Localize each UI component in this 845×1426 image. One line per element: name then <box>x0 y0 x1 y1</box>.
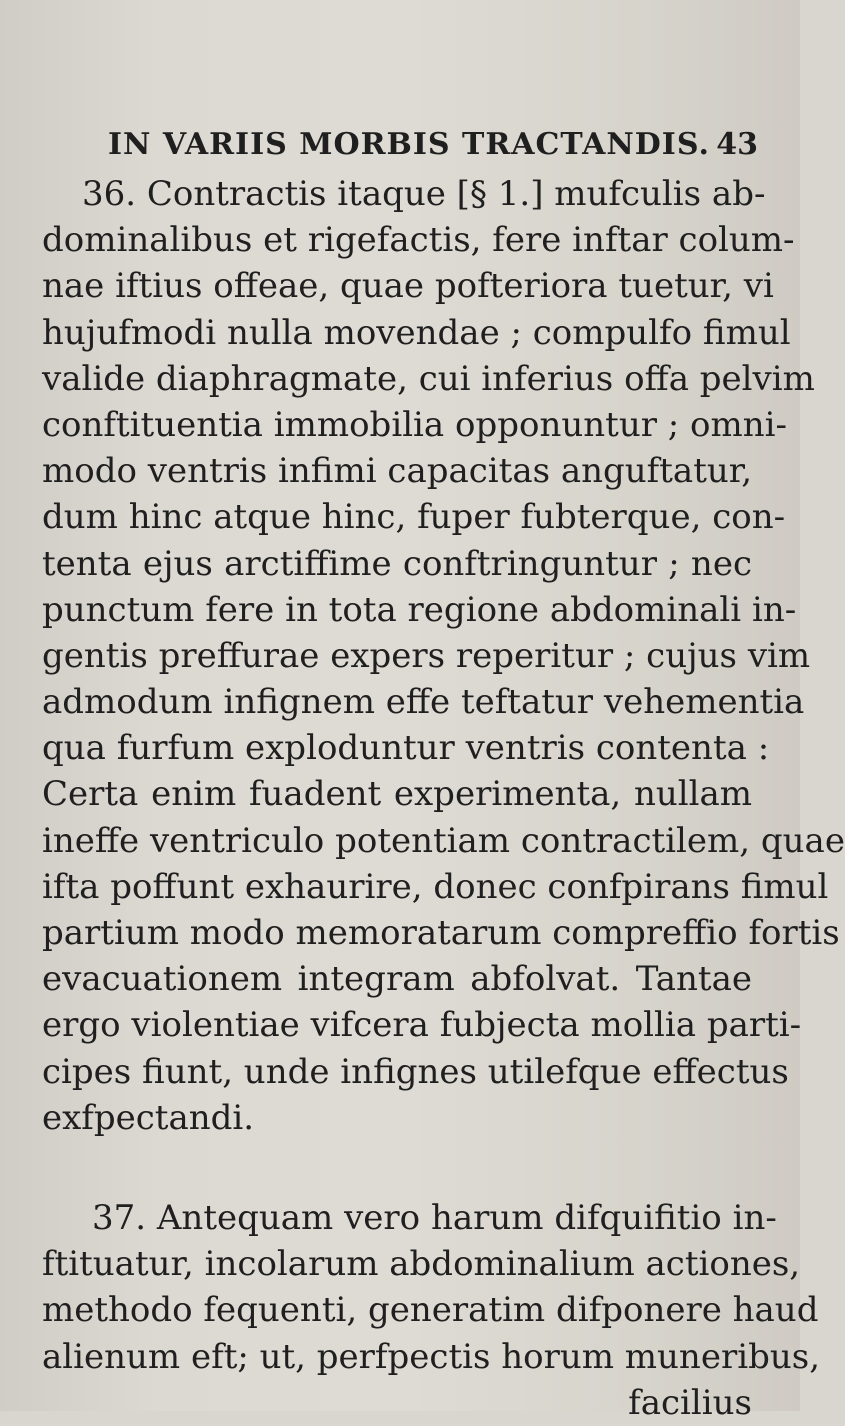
running-title: IN VARIIS MORBIS TRACTANDIS. <box>108 127 710 162</box>
text-line: Certa enim fuadent experimenta, nullam <box>42 774 752 815</box>
text-line: dominalibus et rigefactis, fere inftar colum- <box>42 220 795 261</box>
text-line: gentis preffurae expers reperitur ; cujus vim <box>42 635 811 676</box>
text-line: partium modo memoratarum compreffio fortis <box>42 913 840 953</box>
page-header <box>108 127 758 167</box>
text-line: ifta poffunt exhaurire, donec confpirans fimul <box>42 866 829 907</box>
text-line: modo ventris infimi capacitas anguftatur, <box>42 451 753 492</box>
text-line: dum hinc atque hinc, fuper fubterque, con- <box>42 497 786 538</box>
text-line: 36. Contractis itaque [§ 1.] mufculis ab- <box>82 174 766 214</box>
text-line: tenta ejus arctiffime conftringuntur ; nec <box>42 543 752 584</box>
paragraph-gap <box>42 1141 752 1195</box>
text-line: admodum infignem effe teftatur vehementia <box>42 682 805 723</box>
text-line: evacuationem integram abfolvat. Tantae <box>42 959 752 1000</box>
text-line: ftituatur, incolarum abdominalium actiones, <box>42 1244 801 1285</box>
text-line: nae iftius offeae, quae pofteriora tuetur, vi <box>42 266 774 307</box>
text-line: methodo fequenti, generatim difponere haud <box>42 1290 819 1331</box>
page-number: 43 <box>716 127 758 162</box>
text-line: 37. Antequam vero harum difquifitio in- <box>92 1197 777 1238</box>
text-line: ineffe ventriculo potentiam contractilem, quae <box>42 820 845 861</box>
text-line: exfpectandi. <box>42 1097 255 1138</box>
paragraph-36 <box>42 171 845 1141</box>
catchword: facilius <box>628 1382 752 1423</box>
text-line: cipes fiunt, unde infignes utilefque effectus <box>42 1051 789 1092</box>
body-text <box>42 171 845 1426</box>
text-line: qua furfum exploduntur ventris contenta : <box>42 728 770 769</box>
text-line: punctum fere in tota regione abdominali in- <box>42 589 797 630</box>
text-line: ergo violentiae vifcera fubjecta mollia parti- <box>42 1005 802 1046</box>
text-line: conftituentia immobilia opponuntur ; omni- <box>42 404 788 445</box>
text-line: valide diaphragmate, cui inferius offa pelvim <box>42 358 815 399</box>
text-line: alienum eft; ut, perfpectis horum muneribus, <box>42 1336 820 1377</box>
paragraph-37 <box>42 1195 820 1426</box>
text-line: hujufmodi nulla movendae ; compulfo fimul <box>42 312 791 353</box>
